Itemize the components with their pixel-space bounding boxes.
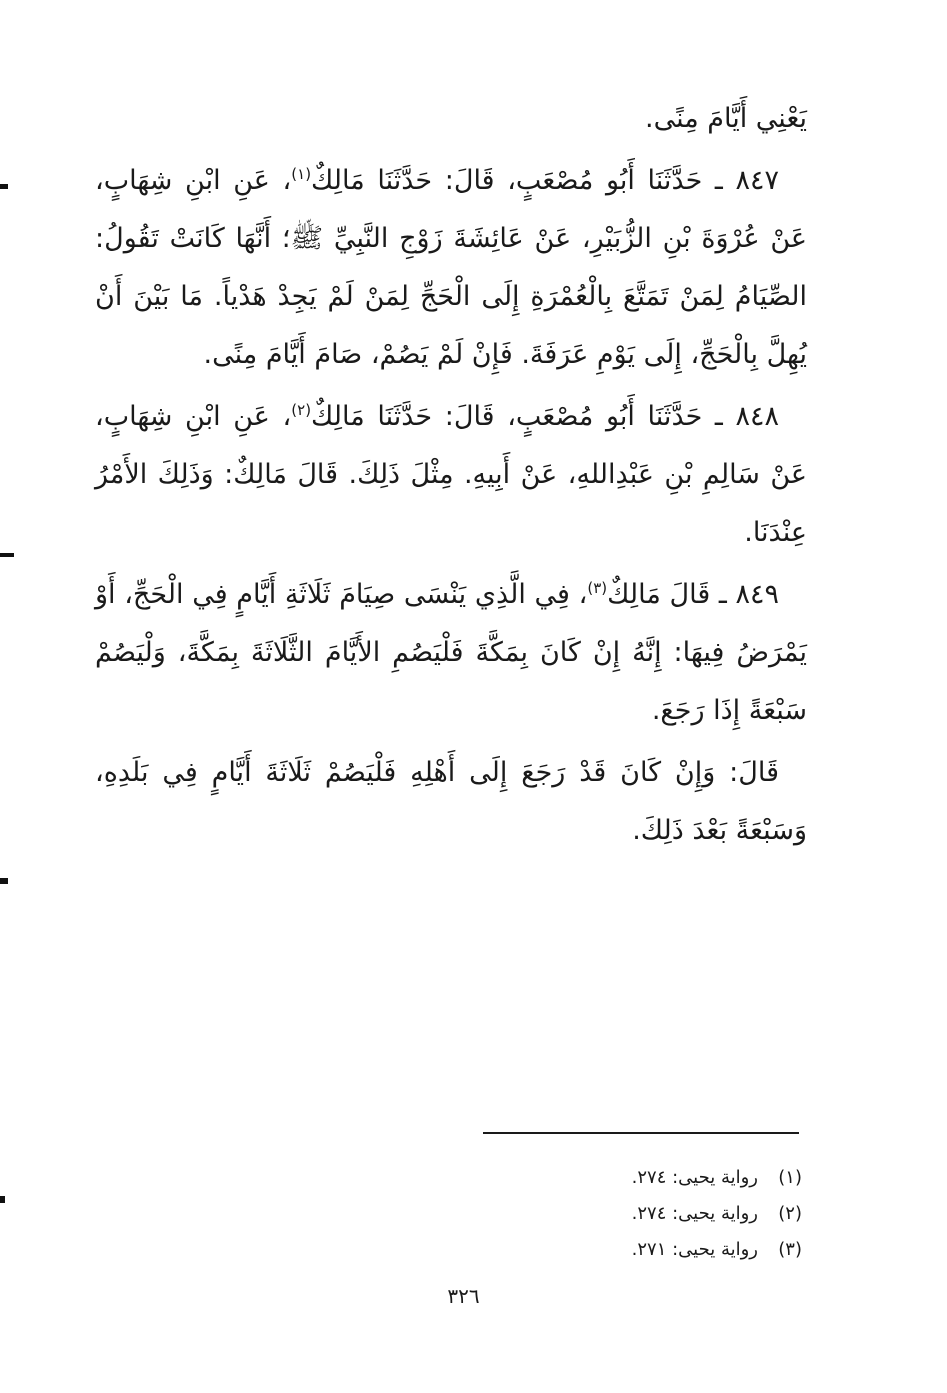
paragraph-continuation bbox=[95, 90, 807, 148]
footnote-text: رواية يحيى: ٢٧١. bbox=[631, 1239, 758, 1260]
scan-mark bbox=[0, 184, 8, 189]
footnote-text: رواية يحيى: ٢٧٤. bbox=[631, 1167, 758, 1188]
paragraph-text: ، عَنِ ابْنِ شِهَابٍ، عَنْ عُرْوَةَ بْنِ الزُّبَيْرِ، عَنْ عَائِشَةَ زَوْجِ النَّبِيِّ ﷺ؛ أَنَّهَا كَانَتْ تَقُولُ: الصِّيَامُ لِمَنْ تَمَتَّعَ بِالْعُمْرَةِ إِلَى الْحَجِّ لِمَنْ لَمْ يَجِدْ هَدْياً. مَا بَيْنَ أَنْ يُهِلَّ بِالْحَجِّ، إِلَى يَوْمِ عَرَفَةَ. فَإِنْ لَمْ يَصُمْ، صَامَ أَيَّامَ مِنًى. bbox=[95, 165, 807, 370]
scan-mark bbox=[0, 1196, 5, 1203]
footnotes bbox=[632, 1160, 802, 1268]
footnote-number: (٣) bbox=[778, 1239, 802, 1260]
footnote-ref-1[interactable]: (١) bbox=[291, 165, 312, 183]
footnote-number: (٢) bbox=[778, 1203, 802, 1224]
paragraph-text: ٨٤٩ ـ قَالَ مَالِكٌ bbox=[607, 579, 779, 610]
paragraph-text: ، عَنِ ابْنِ شِهَابٍ، عَنْ سَالِمِ بْنِ عَبْدِاللهِ، عَنْ أَبِيهِ. مِثْلَ ذَلِكَ. قَالَ مَالِكٌ: وَذَلِكَ الأَمْرُ عِنْدَنَا. bbox=[95, 401, 807, 548]
paragraph-text: ، فِي الَّذِي يَنْسَى صِيَامَ ثَلَاثَةِ أَيَّامٍ فِي الْحَجِّ، أَوْ يَمْرَضُ فِيهَا: إِنَّهُ إِنْ كَانَ بِمَكَّةَ فَلْيَصُمِ الأَيَّامَ الثَّلَاثَةَ بِمَكَّةَ، وَلْيَصُمْ سَبْعَةً إِذَا رَجَعَ. bbox=[95, 579, 807, 726]
scan-mark bbox=[0, 878, 8, 884]
hadith-847 bbox=[95, 152, 807, 384]
scan-mark bbox=[0, 553, 14, 557]
footnote-ref-3[interactable]: (٣) bbox=[587, 579, 608, 597]
main-text bbox=[95, 90, 807, 860]
footnote-separator bbox=[483, 1132, 799, 1134]
footnote-2 bbox=[632, 1196, 802, 1232]
footnote-ref-2[interactable]: (٢) bbox=[291, 401, 312, 419]
paragraph-qala bbox=[95, 744, 807, 860]
paragraph-text: ٨٤٨ ـ حَدَّثَنَا أَبُو مُصْعَبٍ، قَالَ: حَدَّثَنَا مَالِكٌ bbox=[311, 401, 779, 432]
footnote-text: رواية يحيى: ٢٧٤. bbox=[631, 1203, 758, 1224]
page-number: ٣٢٦ bbox=[447, 1284, 480, 1308]
footnote-3 bbox=[632, 1232, 802, 1268]
paragraph-text: ٨٤٧ ـ حَدَّثَنَا أَبُو مُصْعَبٍ، قَالَ: حَدَّثَنَا مَالِكٌ bbox=[311, 165, 779, 196]
hadith-849 bbox=[95, 566, 807, 740]
paragraph-text: قَالَ: وَإِنْ كَانَ قَدْ رَجَعَ إِلَى أَهْلِهِ فَلْيَصُمْ ثَلَاثَةَ أَيَّامٍ فِي بَلَدِهِ، وَسَبْعَةً بَعْدَ ذَلِكَ. bbox=[95, 757, 807, 846]
footnote-1 bbox=[632, 1160, 802, 1196]
paragraph-text: يَعْنِي أَيَّامَ مِنًى. bbox=[644, 103, 807, 134]
footnote-number: (١) bbox=[778, 1167, 802, 1188]
hadith-848 bbox=[95, 388, 807, 562]
